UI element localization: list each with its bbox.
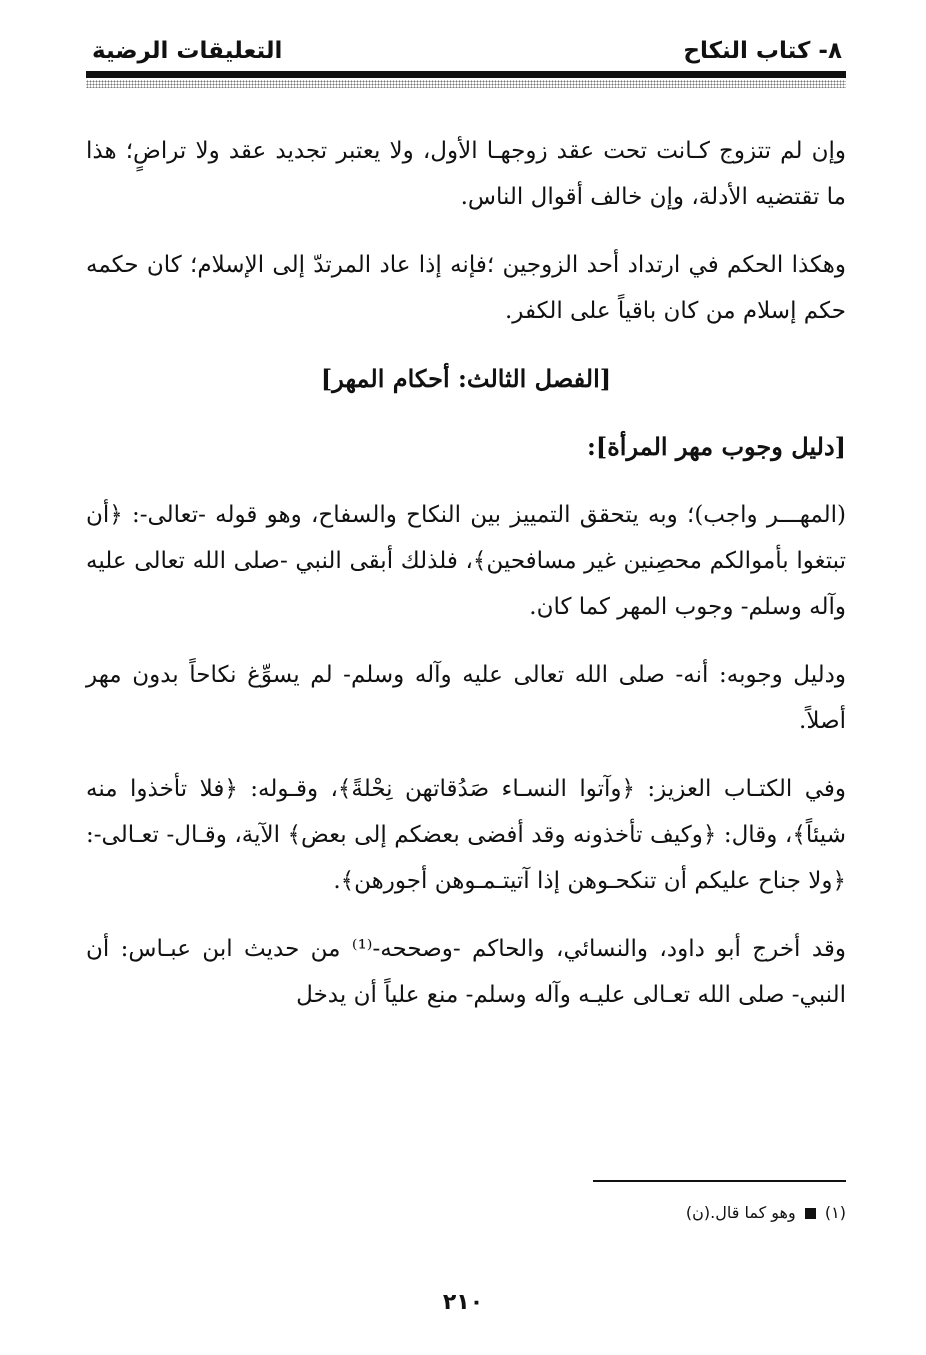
running-header <box>86 36 846 76</box>
paragraph: وفي الكتـاب العزيز: ﴿وآتوا النسـاء صَدُقاتهن نِحْلةً﴾، وقـوله: ﴿فلا تأخذوا منه شيئاً﴾، وقال: ﴿وكيف تأخذونه وقد أفضى بعضكم إلى بعض﴾ الآية، وقـال- تعـالى-: ﴿ولا جناح عليكم أن تنكحـوهن إذا آتيتـمـوهن أجورهن﴾. <box>86 776 846 894</box>
paragraph: (المهـــر واجب)؛ وبه يتحقق التمييز بين النكاح والسفاح، وهو قوله -تعالى-: ﴿أن تبتغوا بأموالكم محصِنين غير مسافحين﴾، فلذلك أبقى النبي -صلى الله تعالى عليه وآله وسلم- وجوب المهر كما كان. <box>86 502 847 620</box>
book-title: التعليقات الرضية <box>92 38 283 64</box>
footnote-marker: (١) <box>824 1203 846 1222</box>
square-icon <box>805 1208 816 1219</box>
paragraph: وإن لم تتزوج كـانت تحت عقد زوجهـا الأول، ولا يعتبر تجديد عقد ولا تراضٍ؛ هذا ما تقتضيه الأدلة، وإن خالف أقوال الناس. <box>86 138 846 210</box>
section-heading: [الفصل الثالث: أحكام المهر] <box>320 364 612 393</box>
paragraph: وقد أخرج أبو داود، والنسائي، والحاكم -وصححه-⁽¹⁾ من حديث ابن عبـاس: أن النبي- صلى الله تعـالى عليـه وآله وسلم- منع علياً أن يدخل <box>86 936 847 1008</box>
paragraph: وهكذا الحكم في ارتداد أحد الزوجين ؛فإنه إذا عاد المرتدّ إلى الإسلام؛ كان حكمه حكم إسلام من كان باقياً على الكفر. <box>86 252 846 324</box>
page-number: ٢١٠ <box>442 1290 484 1315</box>
chapter-title: ٨- كتاب النكاح <box>683 38 842 64</box>
footnote-rule <box>593 1180 846 1182</box>
paragraph: ودليل وجوبه: أنه- صلى الله تعالى عليه وآله وسلم- لم يسوِّغ نكاحاً بدون مهر أصلاً. <box>86 662 846 734</box>
header-rule <box>86 71 846 78</box>
footnote-text: وهو كما قال.(ن) <box>685 1203 796 1222</box>
page-body <box>86 128 846 1040</box>
subheading: [دليل وجوب مهر المرأة]: <box>587 432 846 461</box>
header-dotted-rule <box>86 80 846 88</box>
footnote <box>346 1203 846 1222</box>
